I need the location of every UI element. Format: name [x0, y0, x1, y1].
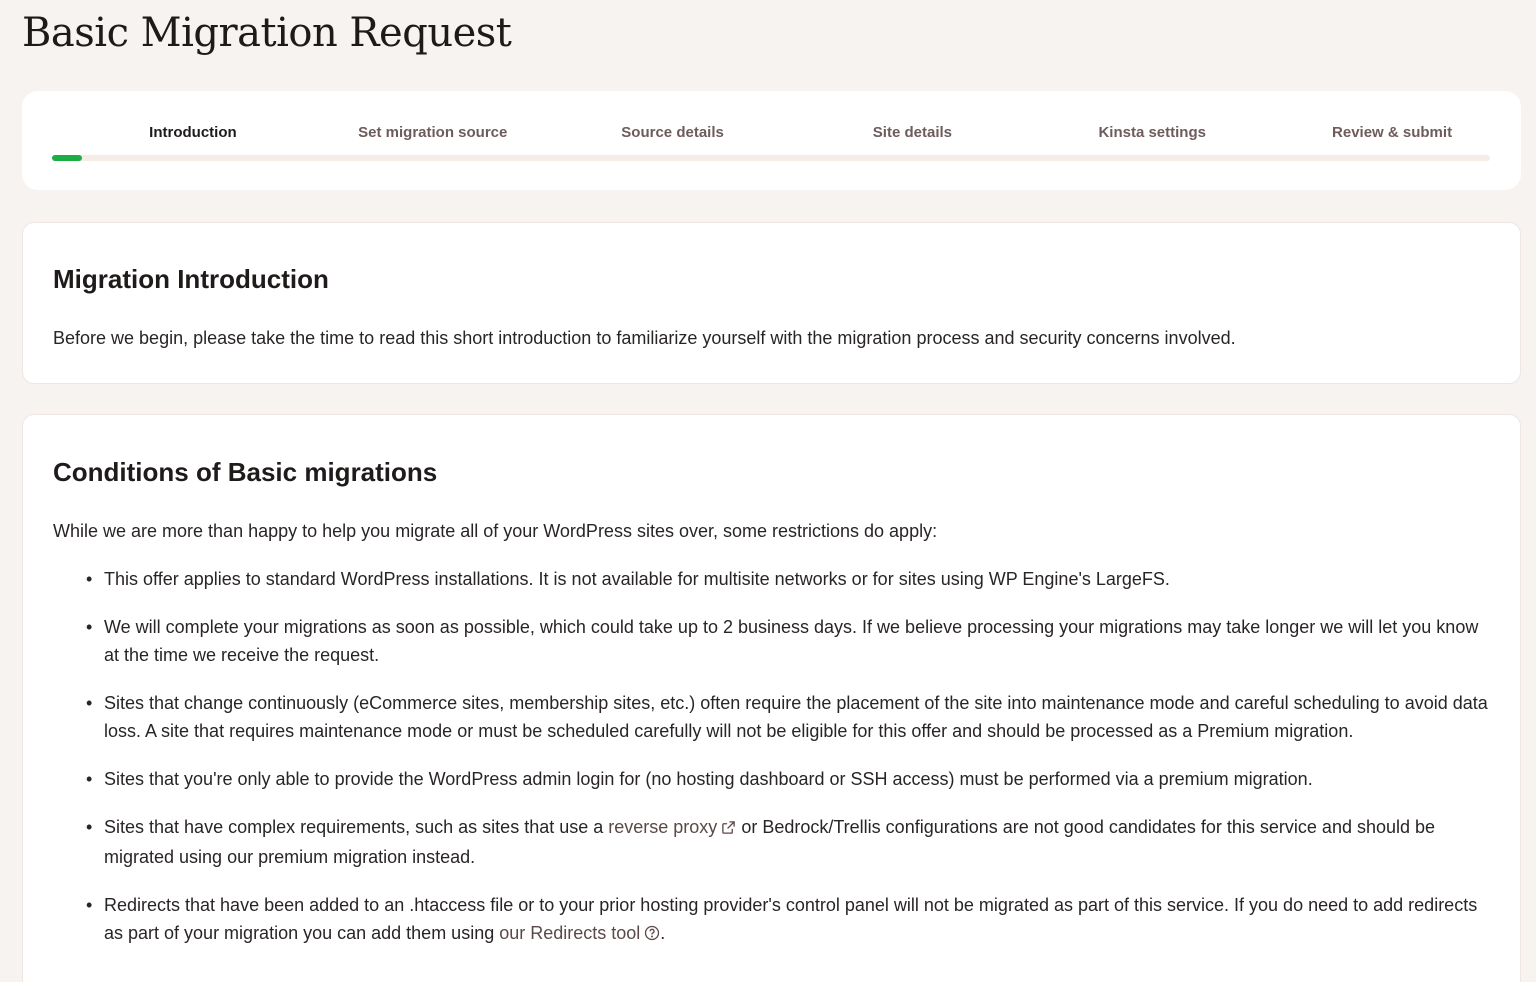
list-item [53, 813, 1498, 871]
list-item-text: Sites that change continuously (eCommerce sites, membership sites, etc.) often require the placement of the site into maintenance mode and careful scheduling to avoid data loss. A site that requires maintenance mode or must be scheduled carefully will not be eligible for this offer and should be processed as a Premium migration. [104, 693, 1488, 741]
link-label: our Redirects tool [499, 923, 641, 943]
list-item-text: Sites that you're only able to provide the WordPress admin login for (no hosting dashboard or SSH access) must be performed via a premium migration. [104, 769, 1313, 789]
conditions-card [22, 414, 1521, 982]
progress-fill [52, 155, 82, 161]
step-source-details[interactable]: Source details [621, 124, 724, 141]
intro-heading: Migration Introduction [53, 264, 329, 294]
list-item-text: Sites that have complex requirements, such as sites that use a [104, 817, 609, 837]
list-item [53, 565, 1498, 593]
step-kinsta-settings[interactable]: Kinsta settings [1098, 124, 1206, 141]
link-label: reverse proxy [608, 817, 718, 837]
list-item [53, 891, 1498, 949]
stepper-steps [73, 124, 1512, 141]
step-site-details[interactable]: Site details [872, 124, 952, 141]
help-circle-icon[interactable] [644, 921, 660, 949]
conditions-lead: While we are more than happy to help you migrate all of your WordPress sites over, some restrictions do apply: [53, 521, 938, 541]
step-review-submit[interactable]: Review & submit [1332, 124, 1453, 141]
conditions-list [53, 565, 1498, 969]
intro-body: Before we begin, please take the time to read this short introduction to familiarize yourself with the migration process and security concerns involved. [53, 328, 1236, 348]
list-item [53, 689, 1498, 745]
progress-track [52, 155, 1490, 161]
step-introduction[interactable]: Introduction [149, 124, 237, 141]
list-item-text: We will complete your migrations as soon as possible, which could take up to 2 business days. If we believe processing your migrations may take longer we will let you know at the time we receive the request. [104, 617, 1479, 665]
reverse-proxy-link[interactable] [608, 817, 736, 837]
step-set-migration-source[interactable]: Set migration source [358, 124, 508, 141]
page-title: Basic Migration Request [22, 10, 512, 56]
list-item-text: or Bedrock/Trellis configurations are not good candidates for this service and should be migrated using our premium migration instead. [104, 817, 1436, 867]
migration-stepper [22, 91, 1521, 190]
list-item-text: Redirects that have been added to an .htaccess file or to your prior hosting provider's control panel will not be migrated as part of this service. If you do need to add redirects as part of your migration you can add them using [104, 895, 1478, 943]
list-item [53, 765, 1498, 793]
conditions-heading: Conditions of Basic migrations [53, 457, 438, 487]
list-item-text: This offer applies to standard WordPress installations. It is not available for multisite networks or for sites using WP Engine's LargeFS. [104, 569, 1170, 589]
list-item [53, 613, 1498, 669]
external-link-icon [721, 815, 736, 843]
intro-card [22, 222, 1521, 384]
list-item-text: . [660, 923, 666, 943]
redirects-tool-link[interactable] [499, 923, 660, 943]
